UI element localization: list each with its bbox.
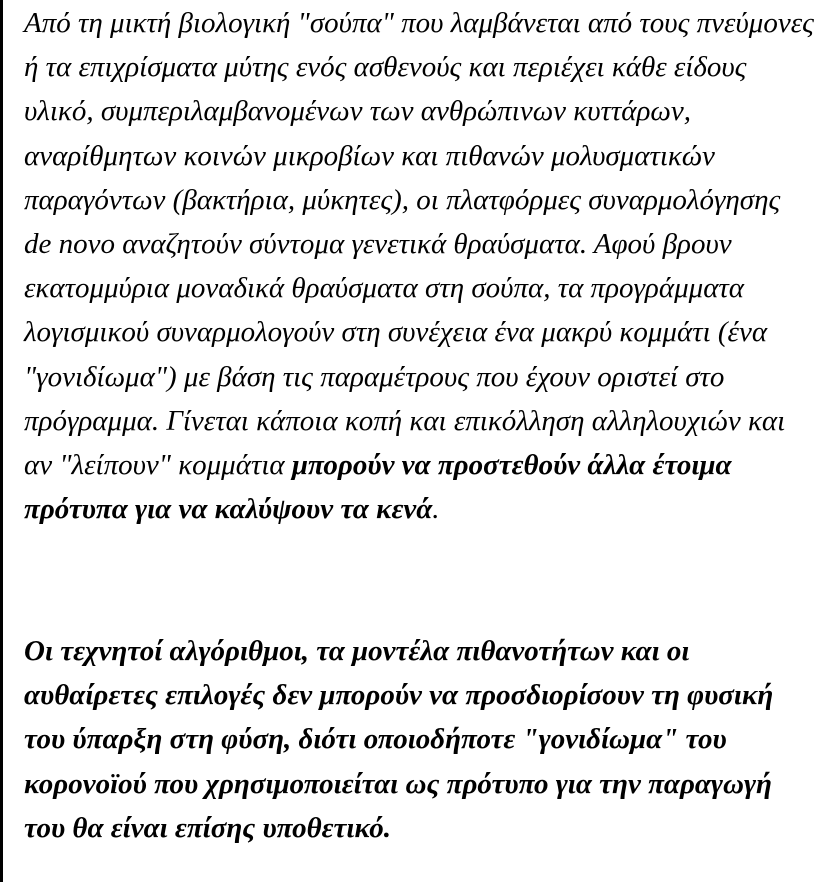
- paragraph-conclusion: [24, 629, 814, 850]
- bold-emphasis: μπορούν να προστεθούν άλλα έτοιμα πρότυπα για να καλύψουν τα κενά: [24, 449, 732, 526]
- paragraph-assembly-process: [24, 1, 814, 531]
- paragraph-text: Από τη μικτή βιολογική "σούπα" που λαμβάνεται από τους πνεύμονες ή τα επιχρίσματα μύτης ενός ασθενούς και περιέχει κάθε είδους υλικό, συμπεριλαμβανομένων των ανθρώπινων κυττάρων, αναρίθμητων κοινών μικροβίων και πιθανών μολυσματικών παραγόντων (βακτήρια, μύκητες), οι πλατφόρμες συναρμολόγησης de novo αναζητούν σύντομα γενετικά θραύσματα. Αφού βρουν εκατομμύρια μοναδικά θραύσματα στη σούπα, τα προγράμματα λογισμικού συναρμολογούν στη συνέχεια ένα μακρύ κομμάτι (ένα "γονιδίωμα") με βάση τις παραμέτρους που έχουν οριστεί στο πρόγραμμα. Γίνεται κάποια κοπή και επικόλληση αλληλουχιών και αν "λείπουν" κομμάτια: [24, 7, 814, 482]
- paragraph-end: .: [432, 493, 440, 526]
- conclusion-text: Οι τεχνητοί αλγόριθμοι, τα μοντέλα πιθανοτήτων και οι αυθαίρετες επιλογές δεν μπορούν να προσδιορίσουν τη φυσική του ύπαρξη στη φύση, διότι οποιοδήποτε "γονιδίωμα" του κορονοϊού που χρησιμοποιείται ως πρότυπο για την παραγωγή του θα είναι επίσης υποθετικό.: [24, 635, 774, 844]
